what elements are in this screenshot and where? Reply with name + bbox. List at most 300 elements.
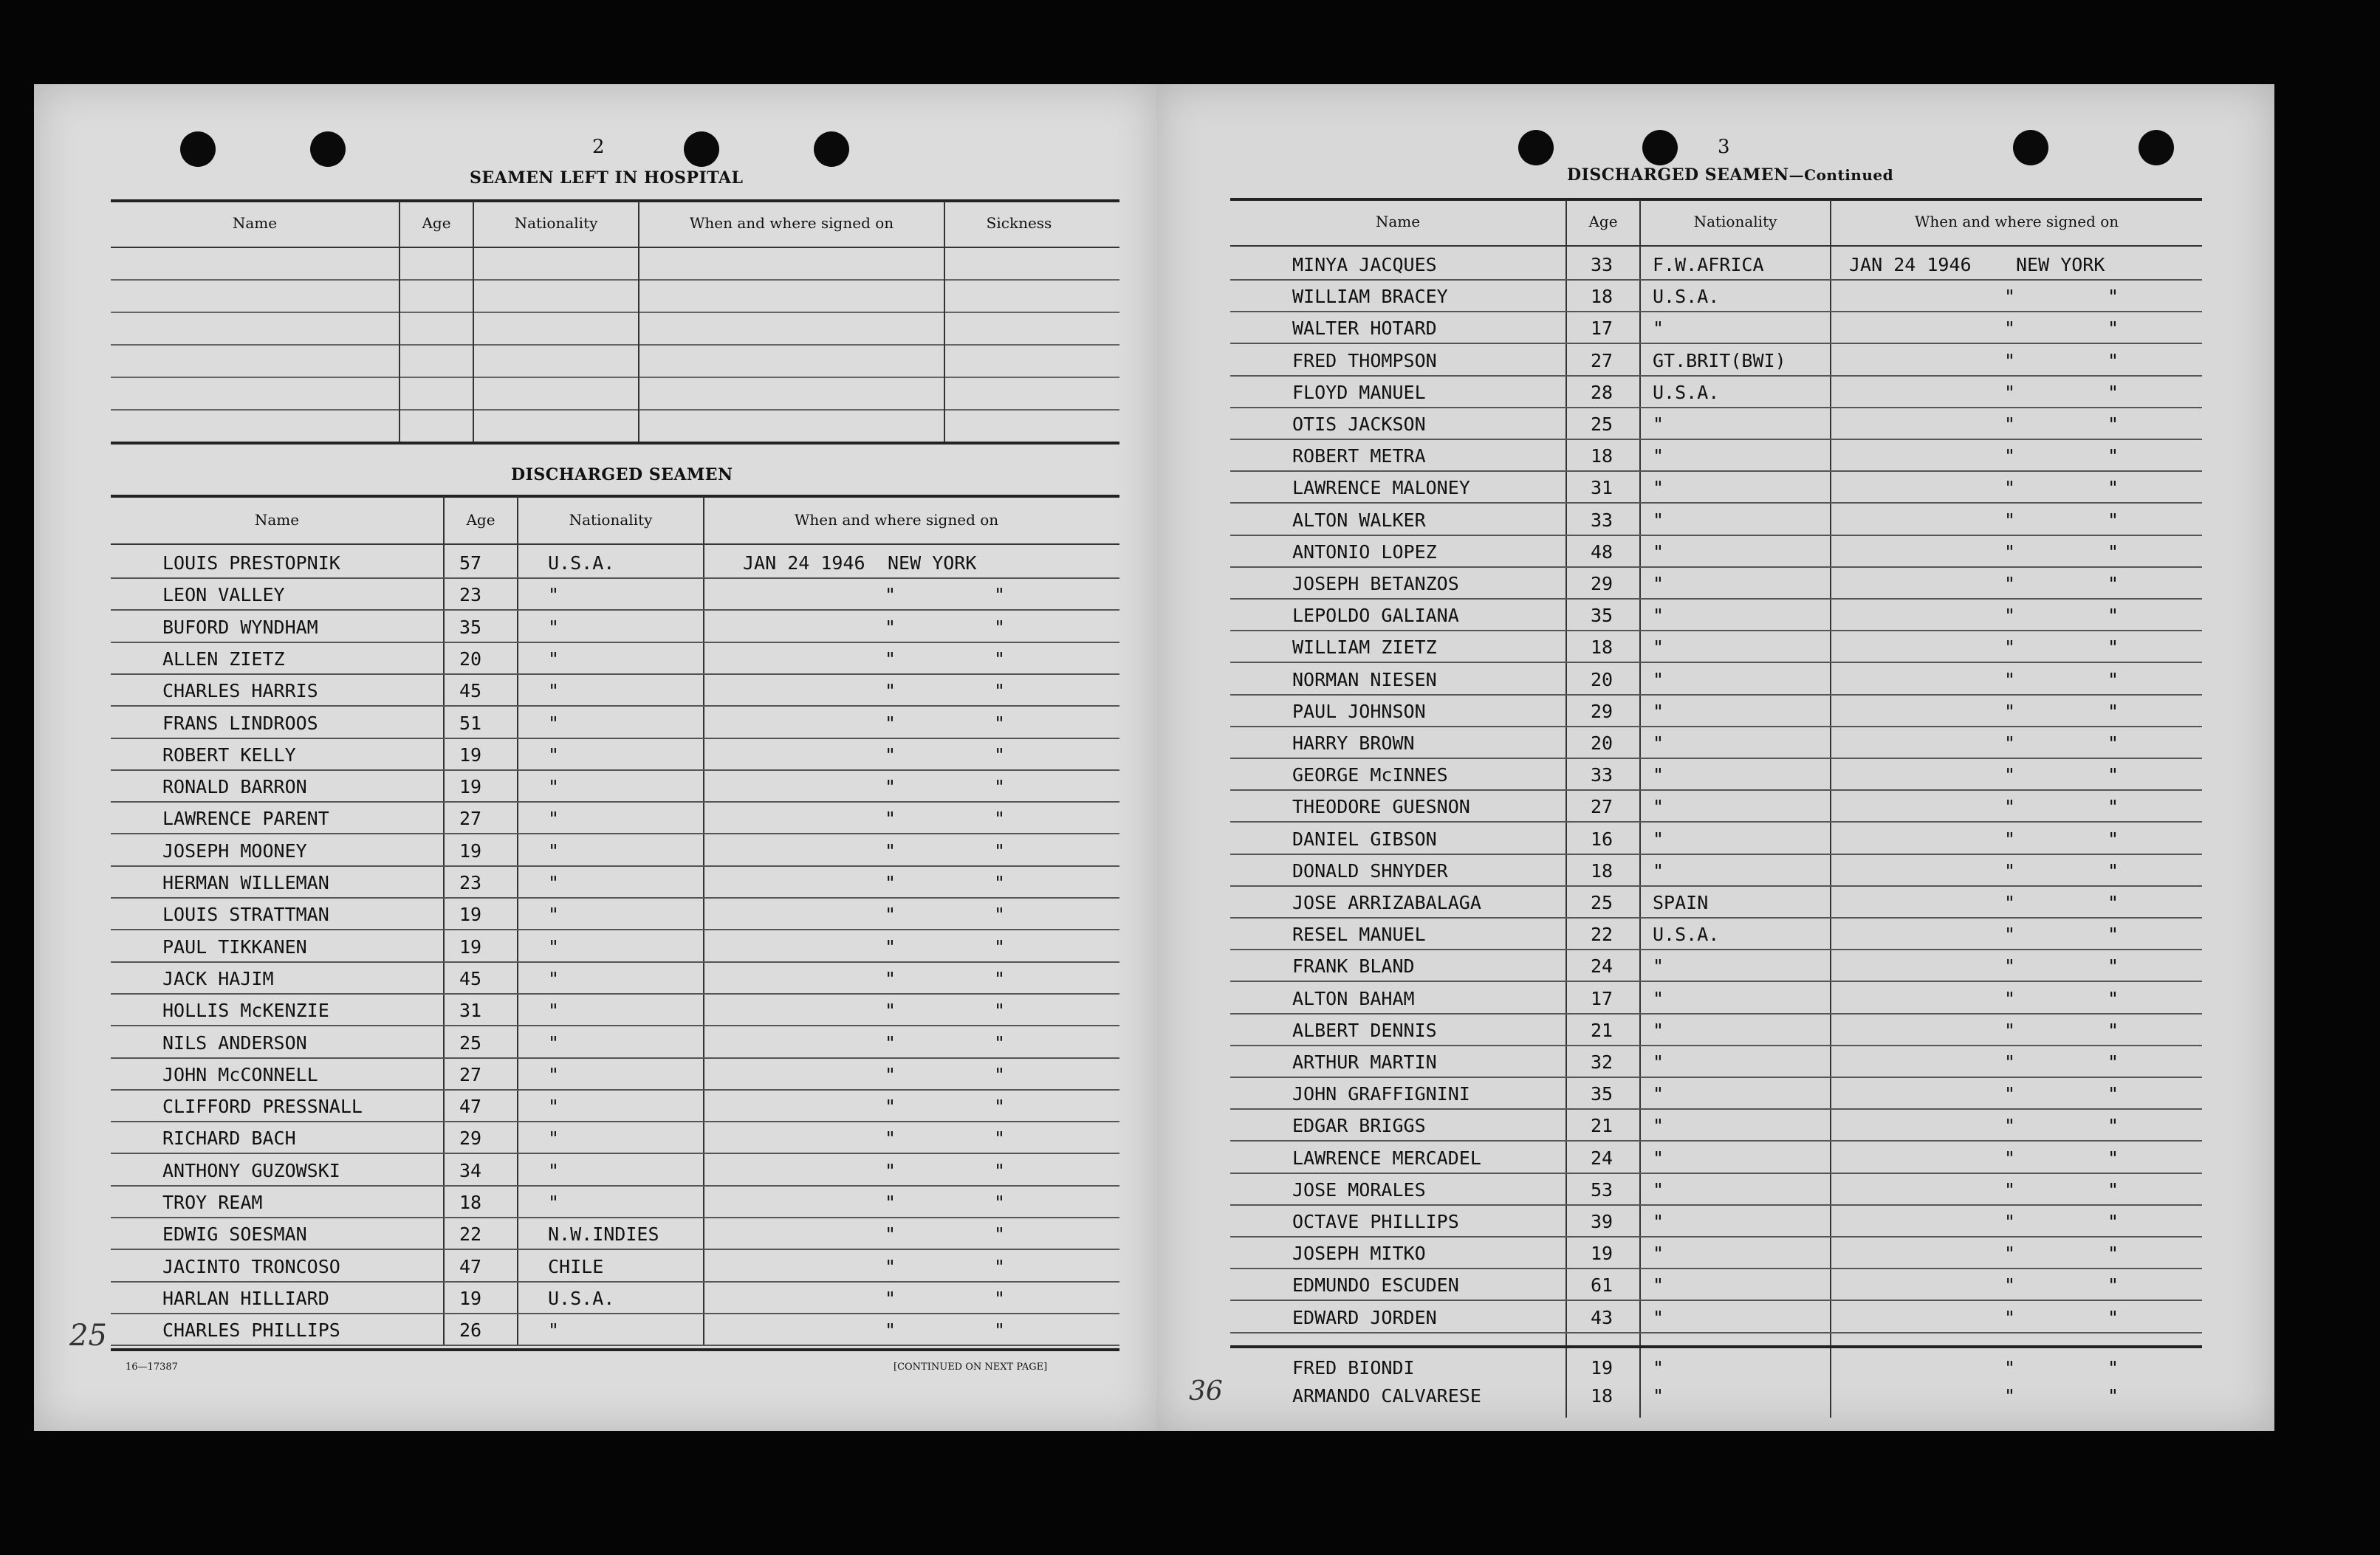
signed-on-date: " xyxy=(885,808,896,830)
seaman-nationality: " xyxy=(1653,668,1664,690)
seaman-nationality: " xyxy=(1653,605,1664,627)
signed-on-place: " xyxy=(994,1063,1006,1085)
seaman-age: 19 xyxy=(459,776,482,798)
seaman-nationality: " xyxy=(548,872,560,893)
signed-on-place: " xyxy=(2108,1243,2119,1265)
signed-on-date: " xyxy=(885,712,896,734)
seaman-age: 17 xyxy=(1591,987,1613,1009)
table-row xyxy=(1230,1235,2202,1269)
seaman-nationality: " xyxy=(548,1096,560,1118)
seaman-age: 19 xyxy=(459,904,482,926)
seaman-nationality: " xyxy=(1653,987,1664,1009)
seaman-nationality: " xyxy=(548,1192,560,1213)
seaman-name: PAUL TIKKANEN xyxy=(162,936,307,958)
signed-on-date: " xyxy=(2004,1083,2016,1105)
punch-hole xyxy=(1642,130,1678,165)
seaman-name: ANTHONY GUZOWSKI xyxy=(162,1159,340,1181)
signed-on-date: " xyxy=(885,840,896,862)
seaman-age: 47 xyxy=(459,1255,482,1277)
seaman-age: 23 xyxy=(459,584,482,606)
signed-on-place: " xyxy=(2108,286,2119,308)
seaman-nationality: SPAIN xyxy=(1653,892,1709,913)
col-header-nationality: Nationality xyxy=(514,214,598,232)
signed-on-date: " xyxy=(885,1031,896,1054)
signed-on-place: " xyxy=(994,744,1006,766)
signed-on-date: " xyxy=(2004,317,2016,340)
table-row xyxy=(1230,757,2202,791)
seaman-name: NILS ANDERSON xyxy=(162,1031,307,1054)
signed-on-date: " xyxy=(2004,540,2016,563)
col-header-sickness: Sickness xyxy=(986,214,1052,232)
seaman-nationality: " xyxy=(1653,540,1664,563)
seaman-age: 19 xyxy=(459,744,482,766)
table-row xyxy=(1230,981,2202,1015)
punch-hole xyxy=(2139,130,2174,165)
signed-on-place: " xyxy=(994,1127,1006,1150)
seaman-age: 35 xyxy=(459,616,482,638)
signed-on-date: " xyxy=(2004,1385,2016,1407)
seaman-age: 22 xyxy=(459,1223,482,1246)
seaman-age: 18 xyxy=(1591,286,1613,308)
seaman-age: 22 xyxy=(1591,924,1613,946)
table-row xyxy=(111,641,1119,675)
discharged-heading: DISCHARGED SEAMEN xyxy=(511,465,733,484)
seaman-name: JACINTO TRONCOSO xyxy=(162,1255,340,1277)
table-rule xyxy=(1230,1345,2202,1348)
seaman-age: 20 xyxy=(459,648,482,670)
seaman-age: 33 xyxy=(1591,509,1613,531)
seaman-age: 18 xyxy=(1591,859,1613,882)
signed-on-date: " xyxy=(885,1096,896,1118)
seaman-name: JOHN GRAFFIGNINI xyxy=(1292,1083,1470,1105)
table-row xyxy=(111,1312,1119,1346)
table-row xyxy=(1230,1204,2202,1238)
signed-on-place: " xyxy=(2108,859,2119,882)
seaman-name: ALLEN ZIETZ xyxy=(162,648,285,670)
signed-on-date: " xyxy=(885,904,896,926)
seaman-name: FLOYD MANUEL xyxy=(1292,381,1426,403)
column-divider xyxy=(473,201,474,442)
seaman-name: CLIFFORD PRESSNALL xyxy=(162,1096,363,1118)
seaman-name: EDMUNDO ESCUDEN xyxy=(1292,1274,1459,1297)
seaman-name: ROBERT KELLY xyxy=(162,744,296,766)
signed-on-place: " xyxy=(994,1287,1006,1309)
col-header-name: Name xyxy=(254,511,300,529)
table-row xyxy=(1230,1140,2202,1174)
signed-on-place: " xyxy=(994,1031,1006,1054)
signed-on-date: " xyxy=(885,1000,896,1022)
signed-on-date: " xyxy=(2004,700,2016,722)
seaman-nationality: " xyxy=(1653,413,1664,435)
table-rule xyxy=(111,312,1119,313)
table-row xyxy=(111,992,1119,1026)
signed-on-place: " xyxy=(994,840,1006,862)
table-rule xyxy=(111,247,1119,248)
table-rule xyxy=(111,409,1119,411)
seaman-name: LEPOLDO GALIANA xyxy=(1292,605,1459,627)
signed-on-date: " xyxy=(2004,1357,2016,1379)
signed-on-date: " xyxy=(885,936,896,958)
seaman-nationality: U.S.A. xyxy=(548,1287,615,1309)
signed-on-place: " xyxy=(2108,1051,2119,1073)
seaman-age: 24 xyxy=(1591,1147,1613,1169)
table-row xyxy=(1230,597,2202,631)
seaman-nationality: " xyxy=(1653,828,1664,850)
signed-on-place: " xyxy=(994,872,1006,893)
signed-on-date: " xyxy=(885,648,896,670)
seaman-age: 23 xyxy=(459,872,482,893)
seaman-name: LOUIS STRATTMAN xyxy=(162,904,329,926)
seaman-nationality: " xyxy=(1653,1178,1664,1201)
seaman-name: RESEL MANUEL xyxy=(1292,924,1426,946)
signed-on-date: " xyxy=(2004,859,2016,882)
signed-on-place: " xyxy=(2108,732,2119,754)
signed-on-place: " xyxy=(2108,1178,2119,1201)
seaman-age: 28 xyxy=(1591,381,1613,403)
signed-on-date: " xyxy=(885,1287,896,1309)
seaman-name: JACK HAJIM xyxy=(162,967,274,989)
seaman-age: 34 xyxy=(459,1159,482,1181)
signed-on-place: " xyxy=(994,1000,1006,1022)
seaman-age: 51 xyxy=(459,712,482,734)
seaman-nationality: " xyxy=(548,776,560,798)
page-number: 2 xyxy=(592,136,605,158)
seaman-name: HOLLIS McKENZIE xyxy=(162,1000,329,1022)
signed-on-place: " xyxy=(994,808,1006,830)
signed-on-place: " xyxy=(994,936,1006,958)
table-row xyxy=(1230,916,2202,950)
seaman-age: 18 xyxy=(459,1192,482,1213)
seaman-age: 32 xyxy=(1591,1051,1613,1073)
table-row xyxy=(111,929,1119,963)
seaman-age: 27 xyxy=(459,1063,482,1085)
table-rule xyxy=(111,442,1119,444)
table-row xyxy=(1230,853,2202,887)
seaman-name: ALTON WALKER xyxy=(1292,509,1426,531)
signed-on-place: " xyxy=(2108,700,2119,722)
table-row xyxy=(111,1216,1119,1250)
signed-on-place: " xyxy=(2108,349,2119,371)
seaman-age: 24 xyxy=(1591,955,1613,978)
table-rule xyxy=(111,279,1119,281)
signed-on-place: " xyxy=(2108,1083,2119,1105)
signed-on-place: " xyxy=(994,776,1006,798)
table-row xyxy=(111,545,1119,579)
seaman-nationality: " xyxy=(548,680,560,702)
seaman-age: 27 xyxy=(1591,349,1613,371)
seaman-age: 31 xyxy=(1591,477,1613,499)
table-row xyxy=(111,865,1119,899)
seaman-age: 25 xyxy=(1591,413,1613,435)
signed-on-date: " xyxy=(2004,955,2016,978)
seaman-age: 33 xyxy=(1591,254,1613,275)
table-rule xyxy=(111,344,1119,346)
signed-on-place: " xyxy=(2108,1385,2119,1407)
signed-on-date: " xyxy=(2004,413,2016,435)
seaman-nationality: " xyxy=(548,1319,560,1342)
seaman-age: 17 xyxy=(1591,317,1613,340)
signed-on-date: " xyxy=(2004,1274,2016,1297)
page-number: 3 xyxy=(1718,136,1730,158)
column-divider xyxy=(638,201,639,442)
seaman-name: ARMANDO CALVARESE xyxy=(1292,1385,1481,1407)
signed-on-date: " xyxy=(2004,636,2016,659)
signed-on-date: " xyxy=(2004,668,2016,690)
signed-on-place: " xyxy=(994,1223,1006,1246)
table-row xyxy=(111,833,1119,867)
table-rule xyxy=(111,1348,1119,1351)
seaman-name: ROBERT METRA xyxy=(1292,445,1426,467)
seaman-name: BUFORD WYNDHAM xyxy=(162,616,318,638)
seaman-nationality: " xyxy=(1653,317,1664,340)
col-header-nationality: Nationality xyxy=(1693,213,1777,230)
signed-on-place: " xyxy=(2108,1211,2119,1232)
seaman-name: MINYA JACQUES xyxy=(1292,254,1437,275)
seaman-nationality: " xyxy=(1653,764,1664,786)
seaman-nationality: " xyxy=(548,712,560,734)
signed-on-date: " xyxy=(2004,477,2016,499)
table-row xyxy=(111,1249,1119,1283)
seaman-nationality: U.S.A. xyxy=(1653,924,1720,946)
seaman-name: LAWRENCE MERCADEL xyxy=(1292,1147,1481,1169)
signed-on-date: " xyxy=(885,1223,896,1246)
table-row xyxy=(111,577,1119,611)
seaman-age: 53 xyxy=(1591,1178,1613,1201)
signed-on-place: " xyxy=(994,616,1006,638)
table-rule xyxy=(111,495,1119,498)
seaman-nationality: U.S.A. xyxy=(1653,381,1720,403)
table-rule xyxy=(111,377,1119,378)
seaman-name: JOHN McCONNELL xyxy=(162,1063,318,1085)
signed-on-place: " xyxy=(2108,477,2119,499)
seaman-name: JOSE MORALES xyxy=(1292,1178,1426,1201)
seaman-nationality: " xyxy=(1653,1147,1664,1169)
signed-on-place: " xyxy=(994,712,1006,734)
punch-hole xyxy=(684,131,719,167)
signed-on-date: " xyxy=(2004,892,2016,913)
signed-on-place: " xyxy=(2108,1357,2119,1379)
signed-on-place: " xyxy=(994,1319,1006,1342)
signed-on-date: " xyxy=(2004,1306,2016,1328)
seaman-age: 35 xyxy=(1591,605,1613,627)
seaman-name: ANTONIO LOPEZ xyxy=(1292,540,1437,563)
seaman-age: 20 xyxy=(1591,668,1613,690)
punch-hole xyxy=(310,131,346,167)
signed-on-date: " xyxy=(885,744,896,766)
seaman-nationality: GT.BRIT(BWI) xyxy=(1653,349,1786,371)
signed-on-date: " xyxy=(2004,732,2016,754)
form-number: 16—17387 xyxy=(126,1362,178,1373)
seaman-nationality: " xyxy=(1653,1243,1664,1265)
signed-on-place: " xyxy=(994,1192,1006,1213)
left-page xyxy=(34,84,1156,1431)
table-row xyxy=(1230,470,2202,504)
signed-on-date: " xyxy=(2004,286,2016,308)
seaman-name: DONALD SHNYDER xyxy=(1292,859,1448,882)
seaman-nationality: " xyxy=(548,584,560,606)
seaman-nationality: " xyxy=(1653,1211,1664,1232)
seaman-name: OCTAVE PHILLIPS xyxy=(1292,1211,1459,1232)
table-row xyxy=(111,769,1119,803)
signed-on-place: " xyxy=(2108,828,2119,850)
seaman-nationality: " xyxy=(1653,1083,1664,1105)
discharged-continued-heading xyxy=(1567,165,1893,185)
signed-on-place: " xyxy=(994,1096,1006,1118)
seaman-age: 18 xyxy=(1591,636,1613,659)
seaman-nationality: " xyxy=(548,1127,560,1150)
signed-on-date: " xyxy=(2004,573,2016,594)
signed-on-date: " xyxy=(2004,349,2016,371)
seaman-age: 29 xyxy=(1591,700,1613,722)
table-row xyxy=(1230,406,2202,440)
seaman-nationality: " xyxy=(1653,1115,1664,1137)
signed-on-place: " xyxy=(994,680,1006,702)
seaman-age: 18 xyxy=(1591,1385,1613,1407)
seaman-nationality: " xyxy=(548,744,560,766)
seaman-name: OTIS JACKSON xyxy=(1292,413,1426,435)
signed-on-date: " xyxy=(2004,445,2016,467)
seaman-age: 19 xyxy=(459,1287,482,1309)
handwritten-count: 25 xyxy=(69,1319,107,1353)
signed-on-place: " xyxy=(994,648,1006,670)
seaman-nationality: " xyxy=(1653,509,1664,531)
seaman-age: 19 xyxy=(459,840,482,862)
signed-on-place: " xyxy=(2108,924,2119,946)
seaman-name: NORMAN NIESEN xyxy=(1292,668,1437,690)
signed-on-place: " xyxy=(2108,540,2119,563)
signed-on-place: " xyxy=(2108,764,2119,786)
signed-on-place: " xyxy=(2108,1306,2119,1328)
signed-on-place: " xyxy=(2108,1274,2119,1297)
signed-on-place: NEW YORK xyxy=(2016,254,2105,275)
seaman-nationality: " xyxy=(548,808,560,830)
signed-on-place: " xyxy=(2108,413,2119,435)
hospital-heading: SEAMEN LEFT IN HOSPITAL xyxy=(470,168,744,188)
seaman-age: 16 xyxy=(1591,828,1613,850)
signed-on-date: " xyxy=(2004,605,2016,627)
seaman-nationality: " xyxy=(548,967,560,989)
signed-on-place: " xyxy=(2108,509,2119,531)
table-row xyxy=(111,1280,1119,1314)
signed-on-place: " xyxy=(994,904,1006,926)
signed-on-date: " xyxy=(2004,1051,2016,1073)
punch-hole xyxy=(2013,130,2048,165)
seaman-name: EDGAR BRIGGS xyxy=(1292,1115,1426,1137)
signed-on-date: " xyxy=(885,584,896,606)
signed-on-date: " xyxy=(885,1127,896,1150)
signed-on-date: " xyxy=(2004,509,2016,531)
seaman-age: 27 xyxy=(1591,796,1613,818)
seaman-name: CHARLES HARRIS xyxy=(162,680,318,702)
seaman-name: CHARLES PHILLIPS xyxy=(162,1319,340,1342)
seaman-nationality: " xyxy=(1653,445,1664,467)
table-row xyxy=(1230,1300,2202,1333)
seaman-age: 47 xyxy=(459,1096,482,1118)
signed-on-place: NEW YORK xyxy=(888,552,977,574)
table-row xyxy=(1230,1076,2202,1110)
signed-on-date: " xyxy=(2004,764,2016,786)
table-row xyxy=(1230,1044,2202,1078)
seaman-name: LOUIS PRESTOPNIK xyxy=(162,552,340,574)
seaman-age: 19 xyxy=(1591,1243,1613,1265)
table-row xyxy=(111,896,1119,930)
table-row xyxy=(1230,374,2202,408)
seaman-name: ARTHUR MARTIN xyxy=(1292,1051,1437,1073)
signed-on-date: " xyxy=(885,1159,896,1181)
seaman-nationality: " xyxy=(1653,477,1664,499)
right-page xyxy=(1156,84,2274,1431)
seaman-age: 45 xyxy=(459,680,482,702)
col-header-nationality: Nationality xyxy=(569,511,653,529)
seaman-age: 33 xyxy=(1591,764,1613,786)
table-row xyxy=(1230,1108,2202,1142)
table-row xyxy=(1230,502,2202,536)
seaman-nationality: " xyxy=(1653,796,1664,818)
column-divider xyxy=(399,201,400,442)
signed-on-date: " xyxy=(885,616,896,638)
signed-on-date: " xyxy=(2004,1243,2016,1265)
signed-on-place: " xyxy=(2108,636,2119,659)
signed-on-date: " xyxy=(2004,796,2016,818)
signed-on-date: JAN 24 1946 xyxy=(743,552,865,574)
table-row xyxy=(1230,438,2202,472)
signed-on-date: " xyxy=(2004,1147,2016,1169)
table-row xyxy=(111,1184,1119,1218)
seaman-name: PAUL JOHNSON xyxy=(1292,700,1426,722)
signed-on-date: " xyxy=(2004,987,2016,1009)
table-row xyxy=(1230,629,2202,663)
signed-on-place: " xyxy=(2108,573,2119,594)
table-row xyxy=(1230,1172,2202,1206)
seaman-name: LAWRENCE PARENT xyxy=(162,808,329,830)
signed-on-place: " xyxy=(2108,892,2119,913)
seaman-nationality: " xyxy=(1653,1274,1664,1297)
seaman-age: 31 xyxy=(459,1000,482,1022)
seaman-name: JOSEPH MOONEY xyxy=(162,840,307,862)
signed-on-date: " xyxy=(2004,1115,2016,1137)
seaman-age: 61 xyxy=(1591,1274,1613,1297)
seaman-age: 26 xyxy=(459,1319,482,1342)
seaman-nationality: " xyxy=(1653,859,1664,882)
signed-on-place: " xyxy=(2108,796,2119,818)
signed-on-place: " xyxy=(2108,605,2119,627)
signed-on-date: " xyxy=(2004,1178,2016,1201)
column-divider xyxy=(944,201,945,442)
seaman-name: GEORGE McINNES xyxy=(1292,764,1448,786)
seaman-name: LAWRENCE MALONEY xyxy=(1292,477,1470,499)
signed-on-date: " xyxy=(885,776,896,798)
heading-text: DISCHARGED SEAMEN xyxy=(1567,165,1789,185)
seaman-nationality: " xyxy=(1653,1051,1664,1073)
seaman-name: FRED BIONDI xyxy=(1292,1357,1415,1379)
seaman-nationality: " xyxy=(548,1031,560,1054)
seaman-name: HERMAN WILLEMAN xyxy=(162,872,329,893)
seaman-name: WILLIAM BRACEY xyxy=(1292,286,1448,308)
signed-on-date: " xyxy=(885,1255,896,1277)
table-row xyxy=(1230,1378,2202,1410)
seaman-name: FRANK BLAND xyxy=(1292,955,1415,978)
seaman-nationality: " xyxy=(548,904,560,926)
signed-on-date: JAN 24 1946 xyxy=(1849,254,1972,275)
punch-hole xyxy=(1518,130,1554,165)
col-header-signed-on: When and where signed on xyxy=(1914,213,2119,230)
col-header-age: Age xyxy=(466,511,495,529)
table-row xyxy=(111,1088,1119,1122)
seaman-age: 19 xyxy=(459,936,482,958)
signed-on-date: " xyxy=(2004,924,2016,946)
seaman-name: WALTER HOTARD xyxy=(1292,317,1437,340)
seaman-name: JOSEPH BETANZOS xyxy=(1292,573,1459,594)
